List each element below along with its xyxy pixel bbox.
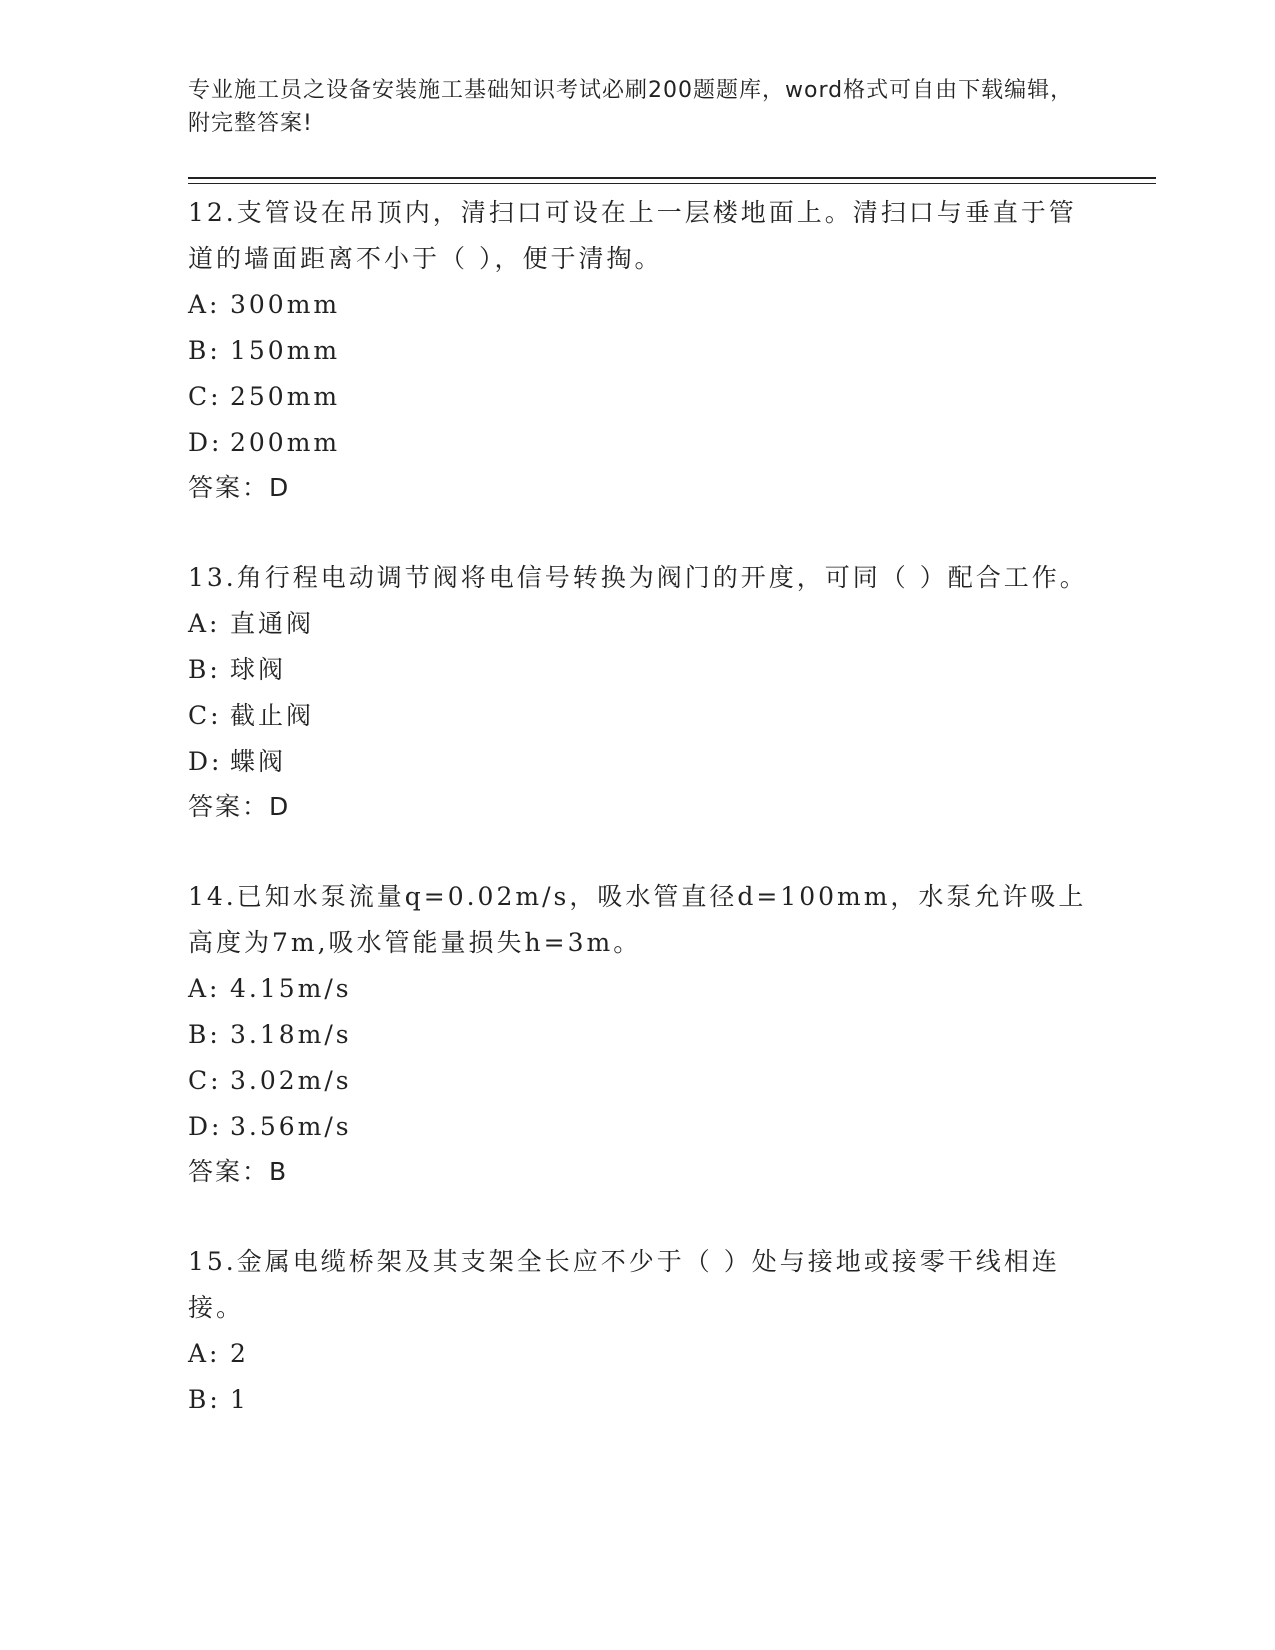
option-a — [188, 282, 1088, 328]
question-list — [188, 190, 1088, 1468]
question-15 — [188, 1239, 1088, 1423]
option-b — [188, 1012, 1088, 1058]
option-b — [188, 1377, 1088, 1423]
option-key: D: — [188, 428, 223, 457]
option-value: 蝶阀 — [230, 747, 287, 776]
option-d — [188, 739, 1088, 785]
header-divider-thin — [188, 183, 1156, 184]
option-key: B: — [188, 655, 221, 684]
question-13 — [188, 555, 1088, 829]
option-value: 直通阀 — [230, 609, 315, 638]
option-c — [188, 693, 1088, 739]
option-key: D: — [188, 1112, 223, 1141]
option-key: C: — [188, 382, 222, 411]
option-value: 200mm — [230, 428, 341, 457]
question-text: 13.角行程电动调节阀将电信号转换为阀门的开度，可同（ ）配合工作。 — [188, 563, 1088, 592]
question-text: 12.支管设在吊顶内，清扫口可设在上一层楼地面上。清扫口与垂直于管道的墙面距离不小于（ ），便于清掏。 — [188, 198, 1077, 273]
question-14 — [188, 874, 1088, 1194]
option-value: 300mm — [230, 290, 341, 319]
option-key: A: — [188, 290, 221, 319]
answer-line: 答案：B — [188, 1157, 289, 1186]
option-d — [188, 420, 1088, 466]
question-12 — [188, 190, 1088, 510]
option-a — [188, 966, 1088, 1012]
option-key: A: — [188, 609, 221, 638]
option-key: A: — [188, 974, 221, 1003]
option-value: 3.02m/s — [230, 1066, 352, 1095]
option-key: D: — [188, 747, 223, 776]
option-d — [188, 1104, 1088, 1150]
option-c — [188, 374, 1088, 420]
question-text: 15.金属电缆桥架及其支架全长应不少于（ ）处与接地或接零干线相连接。 — [188, 1247, 1060, 1322]
option-a — [188, 601, 1088, 647]
option-value: 3.56m/s — [230, 1112, 352, 1141]
option-key: B: — [188, 336, 221, 365]
option-value: 250mm — [230, 382, 341, 411]
document-header: 专业施工员之设备安装施工基础知识考试必刷200题题库，word格式可自由下载编辑，附完整答案! — [188, 78, 1074, 136]
option-key: B: — [188, 1020, 221, 1049]
option-key: A: — [188, 1339, 221, 1368]
option-b — [188, 328, 1088, 374]
option-c — [188, 1058, 1088, 1104]
option-key: B: — [188, 1385, 221, 1414]
option-value: 截止阀 — [230, 701, 315, 730]
option-value: 球阀 — [230, 655, 287, 684]
header-divider-thick — [188, 177, 1156, 179]
answer-line: 答案：D — [188, 792, 291, 821]
option-value: 150mm — [230, 336, 341, 365]
option-key: C: — [188, 1066, 222, 1095]
answer-line: 答案：D — [188, 473, 291, 502]
option-key: C: — [188, 701, 222, 730]
option-b — [188, 647, 1088, 693]
option-value: 1 — [230, 1385, 249, 1414]
option-value: 4.15m/s — [230, 974, 352, 1003]
option-a — [188, 1331, 1088, 1377]
option-value: 3.18m/s — [230, 1020, 352, 1049]
option-value: 2 — [230, 1339, 249, 1368]
question-text: 14.已知水泵流量q=0.02m/s，吸水管直径d=100mm，水泵允许吸上高度为7m,吸水管能量损失h=3m。 — [188, 882, 1087, 957]
